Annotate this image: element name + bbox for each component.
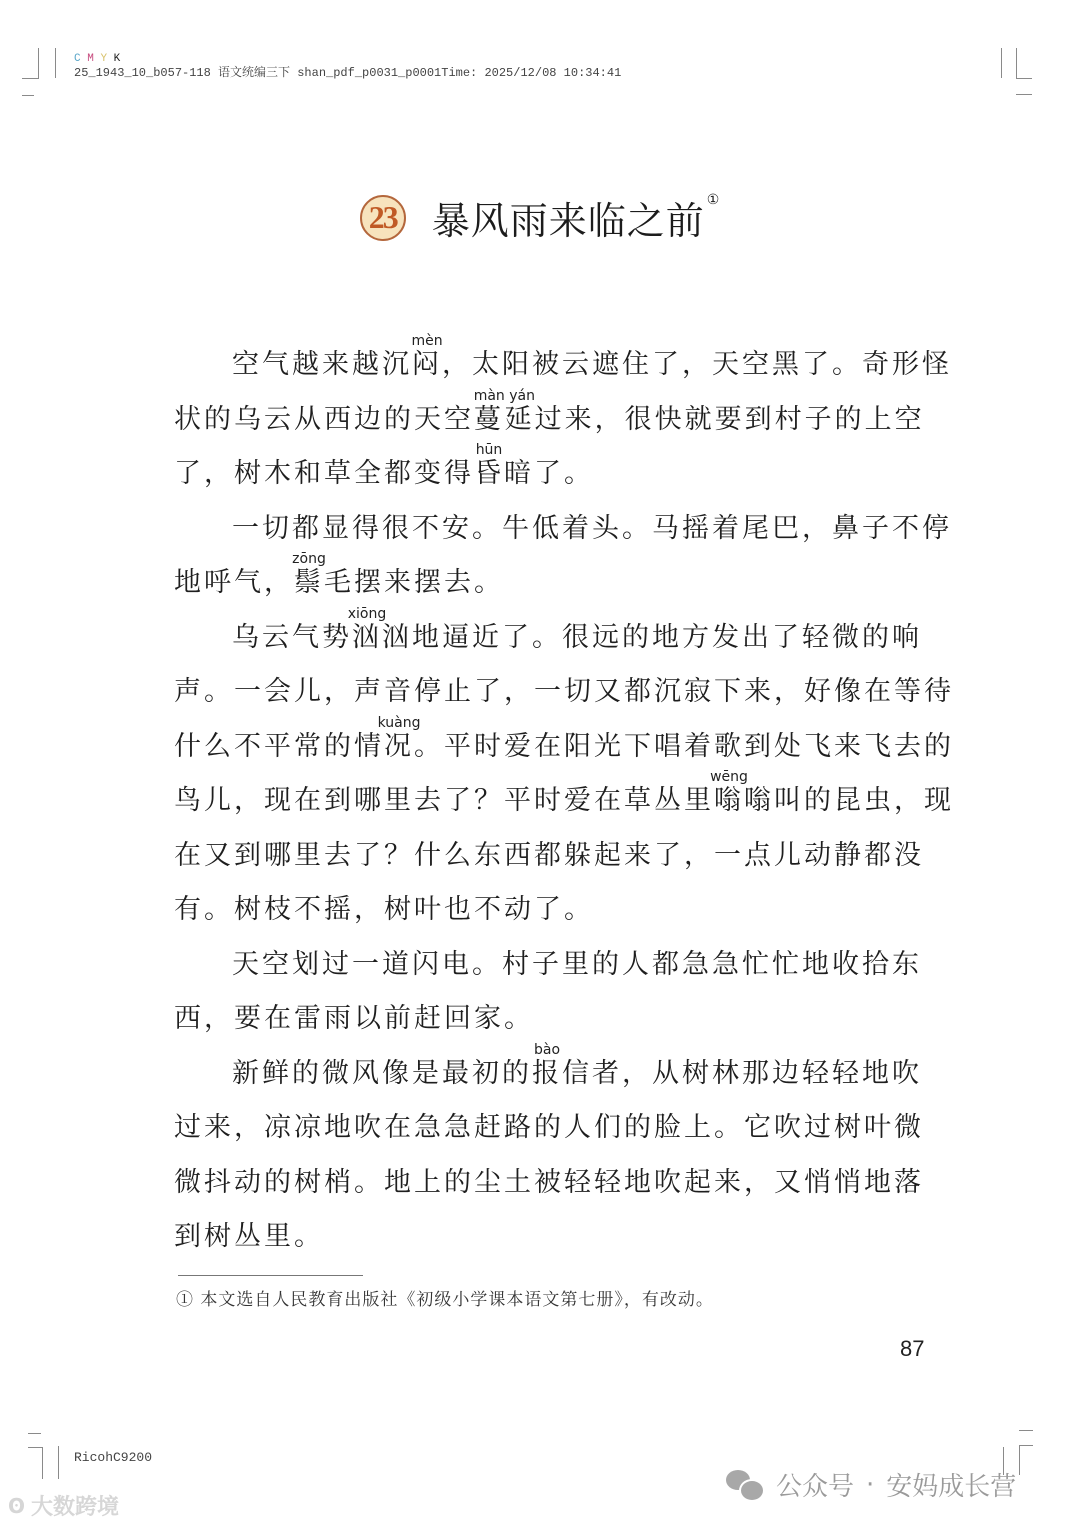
crop-mark: [1019, 1445, 1020, 1475]
watermark-left-text: 大数跨境: [31, 1495, 120, 1520]
pinyin: mèn: [411, 333, 443, 349]
text-run: 信者，从树林那边轻轻地吹: [562, 1057, 922, 1089]
text-run: 在又到哪里去了？什么东西都躲起来了，一点儿动静都没: [174, 839, 924, 871]
pinyin-annotated-word: 闷mèn: [411, 333, 443, 380]
text-run: 到树丛里。: [174, 1221, 324, 1252]
text-run: 鸟儿，现在到哪里去了？平时爱在草丛里: [174, 785, 714, 816]
text-line: [174, 823, 926, 878]
wechat-icon: [726, 1468, 766, 1502]
printer-mark: RicohC9200: [74, 1450, 153, 1465]
pinyin: zōng: [292, 551, 326, 567]
page-number: 87: [900, 1336, 925, 1361]
lesson-number-badge: 23: [360, 195, 406, 241]
lesson-title-text: 暴风雨来临之前: [431, 199, 705, 243]
pinyin: hūn: [474, 442, 504, 458]
cmyk-marks: [74, 52, 621, 66]
watermark-left: [8, 1490, 119, 1521]
lesson-body: [174, 332, 954, 1259]
text-line: [174, 986, 926, 1041]
text-line: [174, 1150, 926, 1205]
text-run: 了，树木和草全都变得: [174, 458, 474, 489]
pinyin-annotated-word: 鬃zōng: [292, 551, 326, 598]
text-line: [174, 659, 954, 714]
pinyin-annotated-word: 况kuàng: [377, 714, 421, 762]
text-run: 新鲜的微风像是最初的: [232, 1057, 532, 1089]
crop-mark: [42, 1447, 43, 1479]
lesson-title: [432, 190, 721, 245]
text-line: [174, 605, 926, 660]
crop-mark: [1019, 1445, 1033, 1446]
text-line: [174, 714, 954, 769]
crop-mark: [28, 1447, 42, 1448]
footnote-divider: [178, 1275, 363, 1276]
cmyk-k: K: [113, 53, 121, 65]
crop-mark: [22, 78, 39, 79]
pinyin-annotated-word: 汹xiōng: [347, 605, 387, 653]
text-run: 暗了。: [504, 458, 594, 489]
text-run: 微抖动的树梢。地上的尘土被轻轻地吹起来，又悄悄地落: [174, 1166, 924, 1198]
crop-mark: [58, 1446, 59, 1479]
crop-mark: [1001, 48, 1002, 78]
watermark-right: [726, 1466, 1016, 1503]
crop-mark: [22, 95, 34, 96]
pinyin-annotated-word: 蔓延màn yán: [473, 387, 535, 435]
text-run: 毛摆来摆去。: [324, 567, 504, 598]
footnote-marker[interactable]: ①: [706, 192, 721, 208]
text-run: 地呼气，: [174, 567, 294, 598]
text-run: 嗡叫的昆虫，现: [744, 785, 954, 816]
crop-mark: [1016, 48, 1017, 78]
pinyin: màn yán: [473, 387, 535, 404]
text-line: [174, 768, 954, 823]
text-run: 什么不平常的情: [174, 730, 384, 762]
cmyk-y: Y: [100, 53, 108, 65]
text-run: 乌云气势: [232, 621, 352, 653]
text-run: 状的乌云从西边的天空: [174, 403, 474, 435]
crop-mark: [38, 48, 39, 78]
logo-icon: ʘ: [8, 1493, 26, 1518]
crop-mark: [1019, 1430, 1033, 1431]
text-run: 西，要在雷雨以前赶回家。: [174, 1003, 534, 1034]
text-run: 一切都显得很不安。牛低着头。马摇着尾巴，鼻子不停: [232, 512, 952, 544]
crop-mark: [1016, 94, 1032, 95]
text-run: ，太阳被云遮住了，天空黑了。奇形怪: [442, 349, 952, 380]
watermark-account-name: 安妈成长营: [886, 1472, 1017, 1502]
text-line: [174, 332, 952, 387]
footnote: ① 本文选自人民教育出版社《初级小学课本语文第七册》，有改动。: [176, 1290, 714, 1310]
text-run: 空气越来越沉: [232, 349, 412, 380]
text-run: 有。树枝不摇，树叶也不动了。: [174, 894, 594, 925]
pinyin-annotated-word: 嗡wēng: [710, 769, 748, 816]
cmyk-m: M: [87, 53, 94, 65]
text-run: 声。一会儿，声音停止了，一切又都沉寂下来，好像在等待: [174, 676, 954, 707]
watermark-prefix: 公众号: [776, 1472, 855, 1502]
text-line: [174, 496, 952, 551]
text-run: 过来，凉凉地吹在急急赶路的人们的脸上。它吹过树叶微: [174, 1112, 924, 1143]
crop-mark: [28, 1433, 41, 1434]
print-slug: [74, 52, 621, 80]
text-run: 汹地逼近了。很远的地方发出了轻微的响: [382, 621, 922, 653]
text-line: [174, 932, 926, 987]
text-line: [174, 1204, 926, 1259]
pinyin: kuàng: [377, 714, 421, 731]
cmyk-c: C: [74, 53, 81, 65]
pinyin: wēng: [710, 769, 748, 785]
pinyin-annotated-word: 报bào: [532, 1041, 562, 1089]
lesson-header: [0, 190, 1080, 245]
text-line: [174, 441, 926, 496]
text-line: [174, 550, 926, 605]
pinyin-annotated-word: 昏hūn: [474, 442, 504, 489]
text-line: [174, 1095, 926, 1150]
pinyin: bào: [532, 1041, 562, 1058]
text-run: 过来，很快就要到村子的上空: [534, 403, 925, 435]
text-line: [174, 1041, 926, 1096]
watermark-separator: ·: [866, 1469, 875, 1500]
text-run: 天空划过一道闪电。村子里的人都急急忙忙地收拾东: [232, 948, 922, 980]
crop-mark: [55, 48, 56, 78]
pinyin: xiōng: [347, 605, 387, 622]
text-line: [174, 877, 926, 932]
text-line: [174, 387, 926, 442]
print-slug-text: 25_1943_10_b057-118 语文统编三下 shan_pdf_p0031_p0001Time: 2025/12/08 10:34:41: [74, 66, 622, 80]
crop-mark: [1016, 78, 1032, 79]
text-run: 。平时爱在阳光下唱着歌到处飞来飞去的: [414, 730, 954, 762]
